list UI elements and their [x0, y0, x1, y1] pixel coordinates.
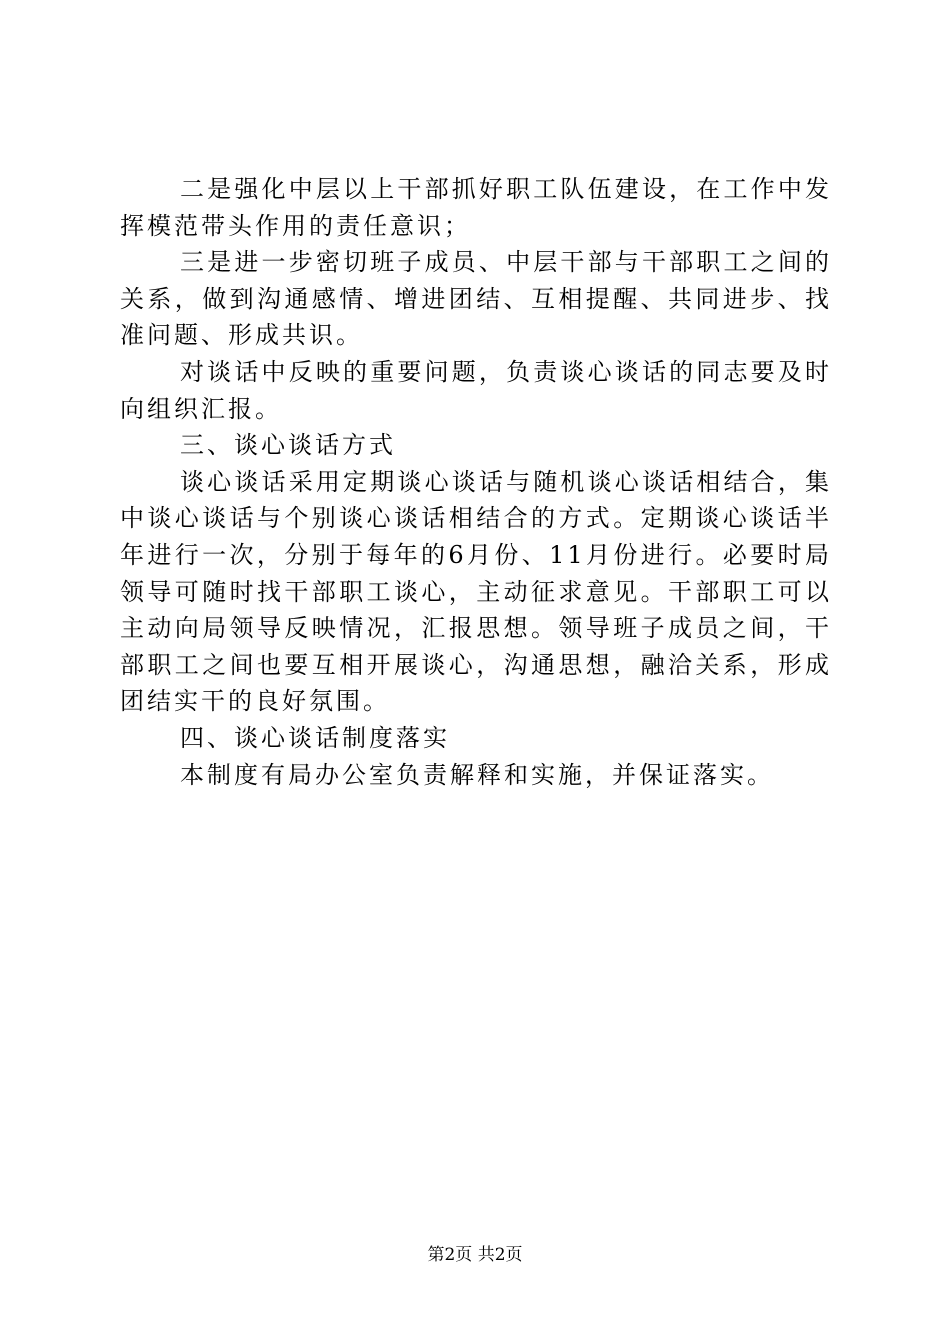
paragraph-implementation: 本制度有局办公室负责解释和实施，并保证落实。 — [180, 760, 774, 789]
paragraph-report-issues: 对谈话中反映的重要问题，负责谈心谈话的同志要及时向组织汇报。 — [120, 357, 832, 423]
section-heading-method: 三、谈心谈话方式 — [180, 431, 396, 460]
page-footer: 第2页 共2页 — [427, 1245, 523, 1265]
paragraph-cadre-responsibility: 二是强化中层以上干部抓好职工队伍建设，在工作中发挥模范带头作用的责任意识； — [120, 175, 832, 240]
paragraph-method: 谈心谈话采用定期谈心谈话与随机谈心谈话相结合，集中谈心谈话与个别谈心谈话相结合的方式。定期谈心谈话半年进行一次，分别于每年的6月份、11月份进行。必要时局领导可随时找干部职工谈心，主动征求意见。干部职工可以主动向局领导反映情况，汇报思想。领导班子成员之间，干部职工之间也要互相开展谈心，沟通思想，融洽关系，形成团结实干的良好氛围。 — [120, 467, 832, 716]
paragraph-relationship: 三是进一步密切班子成员、中层干部与干部职工之间的关系，做到沟通感情、增进团结、互相提醒、共同进步、找准问题、形成共识。 — [120, 248, 832, 350]
section-heading-implementation: 四、谈心谈话制度落实 — [180, 723, 450, 752]
document-body — [120, 171, 832, 793]
